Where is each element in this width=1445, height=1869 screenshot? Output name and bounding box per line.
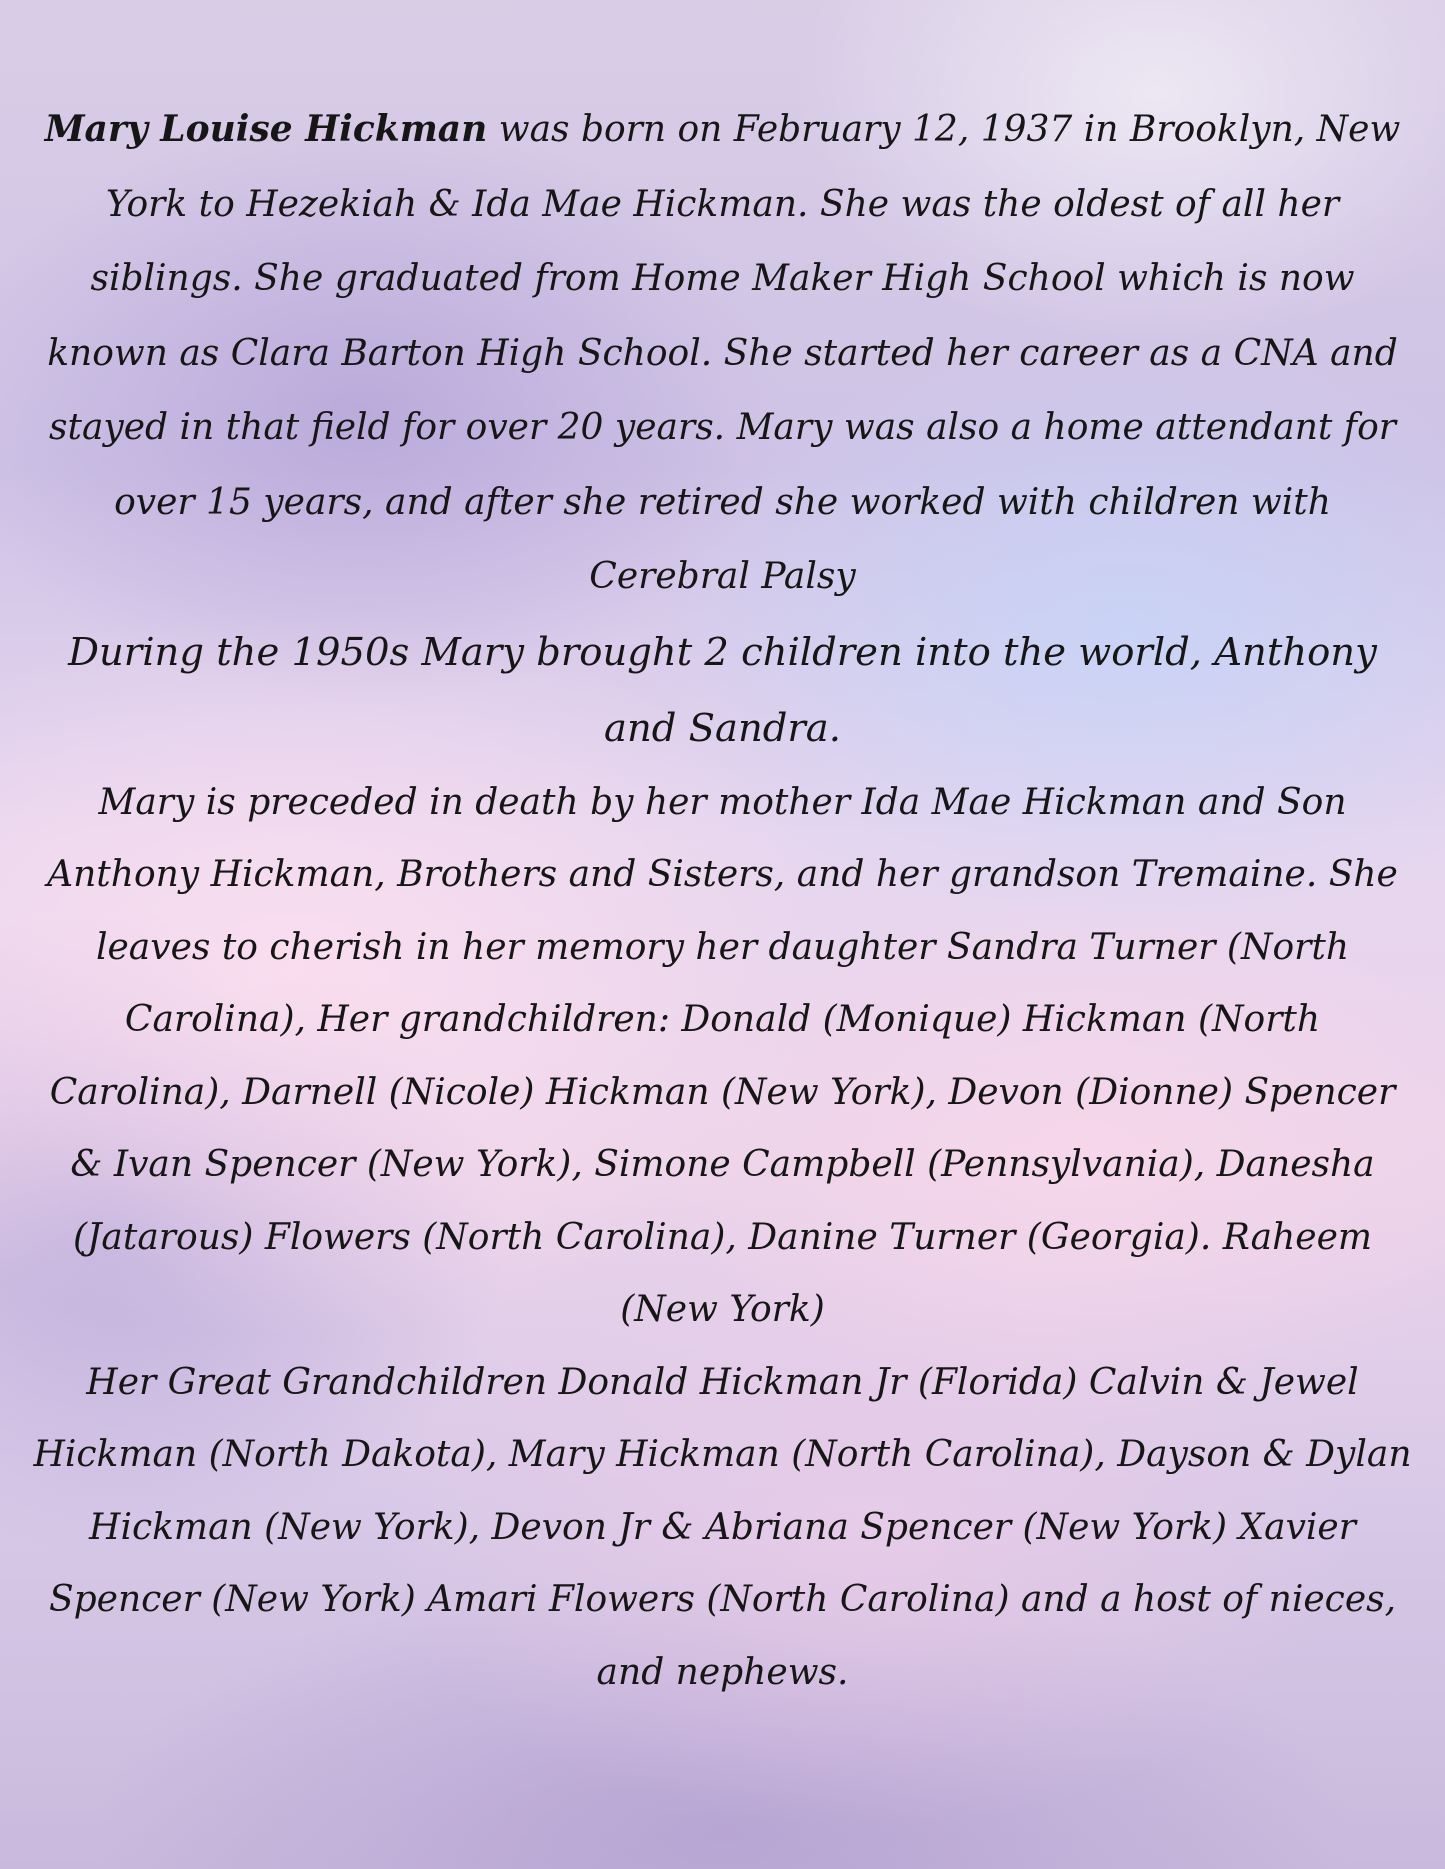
intro-paragraph [30, 92, 1415, 615]
great-grandchildren-paragraph: Her Great Grandchildren Donald Hickman Jr (Florida) Calvin & Jewel Hickman (North Dakota), Mary Hickman (North Carolina), Dayson & Dylan Hickman (New York), Devon Jr & Abriana Spencer (New York) Xavier Spencer (New York) Amari Flowers (North Carolina) and a host of nieces, and nephews. [33, 1361, 1412, 1693]
survivors-paragraph: Mary is preceded in death by her mother Ida Mae Hickman and Son Anthony Hickman, Brothers and Sisters, and her grandson Tremaine. She leaves to cherish in her memory her daughter Sandra Turner (North Carolina), Her grandchildren: Donald (Monique) Hickman (North Carolina), Darnell (Nicole) Hickman (New York), Devon (Dionne) Spencer & Ivan Spencer (New York), Simone Campbell (Pennsylvania), Danesha (Jatarous) Flowers (North Carolina), Danine Turner (Georgia). Raheem (New York) [47, 781, 1398, 1330]
obituary-text [30, 92, 1415, 1709]
intro-text: was born on February 12, 1937 in Brooklyn, New York to Hezekiah & Ida Mae Hickman. She was the oldest of all her siblings. She graduated from Home Maker High School which is now known as Clara Barton High School. She started her career as a CNA and stayed in that field for over 20 years. Mary was also a home attendant for over 15 years, and after she retired she worked with children with Cerebral Palsy [47, 109, 1401, 597]
children-paragraph: During the 1950s Mary brought 2 children into the world, Anthony and Sandra. [68, 629, 1377, 751]
deceased-name: Mary Louise Hickman [44, 108, 488, 150]
